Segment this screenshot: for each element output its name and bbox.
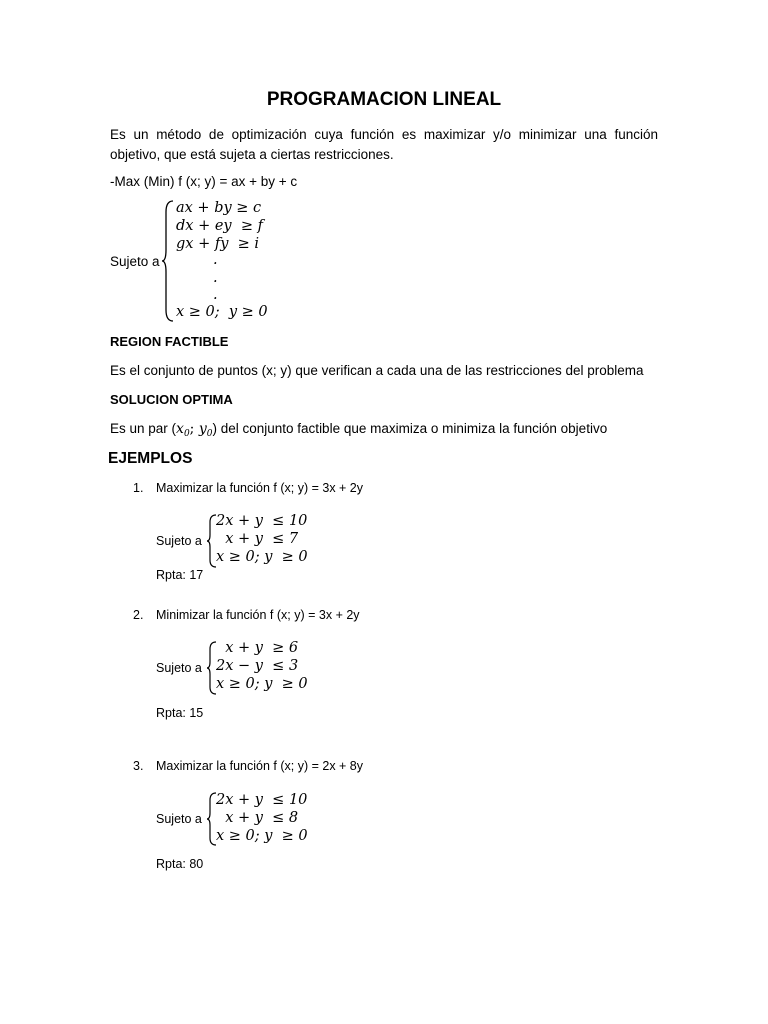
general-constraint-dot-2: . [213,270,218,286]
example-3-statement: Maximizar la función f (x; y) = 2x + 8y [156,759,364,773]
region-factible-text: Es el conjunto de puntos (x; y) que verifican a cada una de las restricciones del problema [110,363,644,378]
general-constraint-3: gx + fy ≥ i [176,236,259,252]
solucion-optima-text: Es un par ($x_0$; $y_0$) del conjunto factible que maximiza o minimiza la función objetivo [110,421,608,439]
objective-function: -Max (Min) f (x; y) = ax + by + c [110,174,298,189]
general-nonnegativity: x ≥ 0; y ≥ 0 [176,304,268,320]
example-1-statement: Maximizar la función f (x; y) = 3x + 2y [156,481,364,495]
page-title: PROGRAMACION LINEAL [266,89,502,110]
example-2-answer: Rpta: 15 [156,706,204,720]
example-1-constraint-1: 2x + y ≤ 10 [216,513,308,529]
intro-paragraph: Es un método de optimización cuya función es maximizar y/o minimizar una función objetivo, que está sujeta a ciertas restricciones. [110,127,658,162]
example-1-number: 1. [133,481,144,495]
general-constraint-dot-3: . [213,287,218,303]
general-constraint-2: dx + ey ≥ f [176,218,263,234]
example-2-constraint-1: x + y ≥ 6 [216,640,299,656]
example-3-constraint-2: x + y ≤ 8 [216,810,299,826]
example-3-nonnegativity: x ≥ 0; y ≥ 0 [216,828,308,844]
example-3-subject-label: Sujeto a [156,812,202,826]
example-1-answer: Rpta: 17 [156,568,204,582]
example-2-nonnegativity: x ≥ 0; y ≥ 0 [216,676,308,692]
example-2-constraint-2: 2x − y ≤ 3 [216,658,299,674]
subject-to-label: Sujeto a [110,254,160,269]
general-constraint-1: ax + by ≥ c [176,200,262,216]
example-1-constraint-2: x + y ≤ 7 [216,531,299,547]
example-3-answer: Rpta: 80 [156,857,204,871]
example-1-subject-label: Sujeto a [156,534,202,548]
solucion-optima-heading: SOLUCION OPTIMA [110,392,233,407]
constraints-brace [161,200,175,322]
example-2-number: 2. [133,608,144,622]
example-2-statement: Minimizar la función f (x; y) = 3x + 2y [156,608,360,622]
example-3-number: 3. [133,759,144,773]
example-3-constraint-1: 2x + y ≤ 10 [216,792,308,808]
region-factible-heading: REGION FACTIBLE [110,334,229,349]
general-constraint-dot-1: . [213,252,218,268]
examples-heading: EJEMPLOS [108,450,193,467]
example-1-nonnegativity: x ≥ 0; y ≥ 0 [216,549,308,565]
example-2-subject-label: Sujeto a [156,661,202,675]
